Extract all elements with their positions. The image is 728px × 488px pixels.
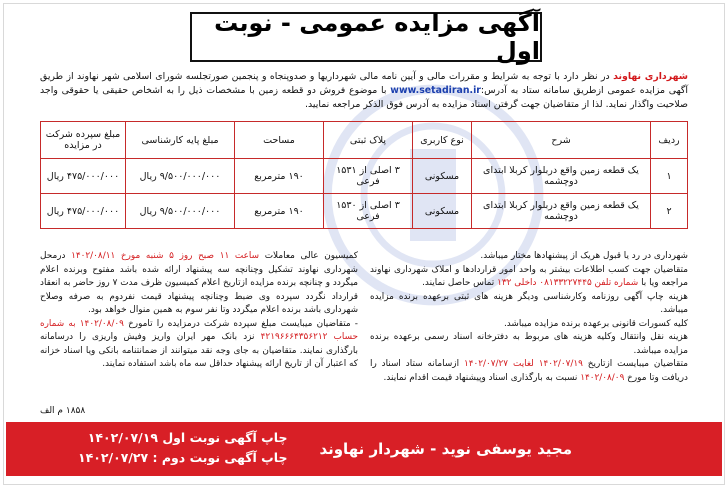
page-title: آگهی مزایده عمومی - نوبت اول — [190, 12, 542, 62]
footer-bar — [6, 422, 722, 476]
term-ad-costs: هزینه چاپ آگهی روزنامه وکارشناسی ودیگر هزینه های ثبتی برعهده برنده مزایده میباشد. — [370, 291, 688, 315]
cell-deposit: ۴۷۵/۰۰۰/۰۰۰ ریال — [41, 159, 126, 194]
col-header-deposit: مبلغ سپرده شرکت در مزایده — [41, 122, 126, 159]
col-header-plaque: پلاک ثبتی — [324, 122, 413, 159]
intro-text-1: در نظر دارد با توجه به شرایط و مقررات مالی و آیین نامه مالی شهرداریها و صدوپنجاه و پنجمین صورتجلسه شورای اسلامی شهر نهاوند از طریق آگهی مزایده عمومی ازطریق سامانه ستاد به آدرس: — [40, 71, 688, 96]
col-header-area: مساحت — [235, 122, 324, 159]
auction-items-table — [40, 121, 688, 229]
organization-name: شهرداری نهاوند — [613, 71, 688, 82]
term-contact: متقاضیان جهت کسب اطلاعات بیشتر به واحد امور قراردادها و املاک شهرداری نهاوند مراجعه ویا با شماره تلفن ۰۸۱۳۳۲۲۷۴۴۵ داخلی ۱۳۲ تماس حاصل نمایند. — [370, 264, 688, 288]
col-header-description: شرح — [472, 122, 651, 159]
cell-base-price: ۹/۵۰۰/۰۰۰/۰۰۰ ریال — [126, 194, 235, 229]
table-row — [41, 159, 688, 194]
cell-description: یک قطعه زمین واقع دربلوار کربلا ابتدای دوچشمه — [472, 159, 651, 194]
cell-plaque: ۳ اصلی از ۱۵۳۱ فرعی — [324, 159, 413, 194]
table-header-row — [41, 122, 688, 159]
col-header-usage: نوع کاربری — [413, 122, 472, 159]
cell-description: یک قطعه زمین واقع دربلوار کربلا ابتدای دوچشمه — [472, 194, 651, 229]
cell-area: ۱۹۰ مترمربع — [235, 159, 324, 194]
col-header-row-number: ردیف — [651, 122, 688, 159]
contact-phone: شماره تلفن ۰۸۱۳۳۲۲۷۴۴۵ داخلی ۱۳۲ — [497, 278, 639, 288]
term-deadline: متقاضیان میبایست ازتاریخ ۱۴۰۲/۰۷/۱۹ لغایت ۱۴۰۲/۰۷/۲۷ ازسامانه ستاد اسناد را دریافت وتا مورخ ۱۴۰۲/۰۸/۰۹ نسبت به بارگذاری اسناد وپیشنهاد قیمت اقدام نمایند. — [370, 359, 688, 383]
cell-row-number: ۲ — [651, 194, 688, 229]
deposit-account: ۱۴۰۲/۰۸/۰۹ به شماره حساب ۴۲۱۹۶۶۶۴۳۵۶۲۱۲ — [40, 318, 358, 342]
cell-base-price: ۹/۵۰۰/۰۰۰/۰۰۰ ریال — [126, 159, 235, 194]
term-commission: کمیسیون عالی معاملات ساعت ۱۱ صبح روز ۵ شنبه مورخ ۱۴۰۲/۰۸/۱۱ درمحل شهرداری نهاوند تشکیل وچنانچه سه پیشنهاد ارائه شده باشد مفتوح وبرنده اعلام میگردد و چنانچه برنده مزایده ازتاریخ اعلام کمیسیون ظرف مدت ۷ روز حاضر به انعقاد قرارداد نگردد سپرده وی ضبط وچنانچه پیشنهاد قیمت نفردوم به صرفه وصلاح شهرداری باشد برنده اعلام میگردد وتا نفر سوم به همین منوال خواهد بود. — [40, 251, 359, 315]
terms-left-column — [40, 250, 358, 372]
publish-dates — [78, 428, 287, 468]
signer-name: مجید یوسفی نوید - شهردار نهاوند — [319, 440, 572, 458]
terms-section — [40, 250, 688, 418]
term-deposit: - متقاضیان میبایست مبلغ سپرده شرکت درمزایده را تامورخ ۱۴۰۲/۰۸/۰۹ به شماره حساب ۴۲۱۹۶۶۶۴۳۵۶۲۱۲ نزد بانک مهر ایران واریز وفیش واریزی را درسامانه بارگذاری نمایند. متقاضیان به جای وجه نقد میتوانند از ضمانتنامه بانکی ویا اسناد خزانه که اعتبار آن از تاریخ ارائه پیشنهاد حداقل سه ماه باشد استفاده نمایند. — [40, 318, 358, 369]
second-publish-date: چاپ آگهی نوبت دوم : ۱۴۰۲/۰۷/۲۷ — [78, 450, 288, 465]
cell-plaque: ۳ اصلی از ۱۵۳۰ فرعی — [324, 194, 413, 229]
cell-area: ۱۹۰ مترمربع — [235, 194, 324, 229]
setad-website-link[interactable]: www.setadiran.ir — [390, 85, 481, 96]
table-row — [41, 194, 688, 229]
term-deductions: کلیه کسورات قانونی برعهده برنده مزایده میباشد. — [503, 318, 688, 329]
intro-text-2: با موضوع فروش دو قطعه زمین با مشخصات ذیل را به اشخاص حقیقی یا حقوقی واجد صلاحیت واگذار نماید. لذا از متقاضیان جهت گرفتن اسناد مزایده به آدرس فوق الذکر مراجعه نمایید. — [40, 85, 688, 110]
cell-row-number: ۱ — [651, 159, 688, 194]
commission-datetime: ساعت ۱۱ صبح روز ۵ شنبه مورخ ۱۴۰۲/۰۸/۱۱ — [71, 251, 260, 261]
first-publish-date: چاپ آگهی نوبت اول ۱۴۰۲/۰۷/۱۹ — [87, 430, 288, 445]
col-header-base-price: مبلغ پایه کارشناسی — [126, 122, 235, 159]
cell-usage: مسکونی — [413, 159, 472, 194]
term-rejection: شهرداری در رد یا قبول هریک از پیشنهادها مختار میباشد. — [480, 251, 688, 261]
intro-paragraph — [40, 70, 688, 112]
terms-right-column — [370, 250, 688, 385]
document-period: ۱۴۰۲/۰۷/۱۹ لغایت ۱۴۰۲/۰۷/۲۷ — [463, 359, 583, 369]
cell-deposit: ۴۷۵/۰۰۰/۰۰۰ ریال — [41, 194, 126, 229]
upload-deadline: ۱۴۰۲/۰۸/۰۹ — [580, 372, 625, 383]
reference-number: ۱۸۵۸ م الف — [40, 406, 86, 416]
cell-usage: مسکونی — [413, 194, 472, 229]
term-transfer-costs: هزینه نقل وانتقال وکلیه هزینه های مربوط به دفترخانه اسناد رسمی برعهده برنده مزایده میباشد. — [370, 332, 688, 356]
